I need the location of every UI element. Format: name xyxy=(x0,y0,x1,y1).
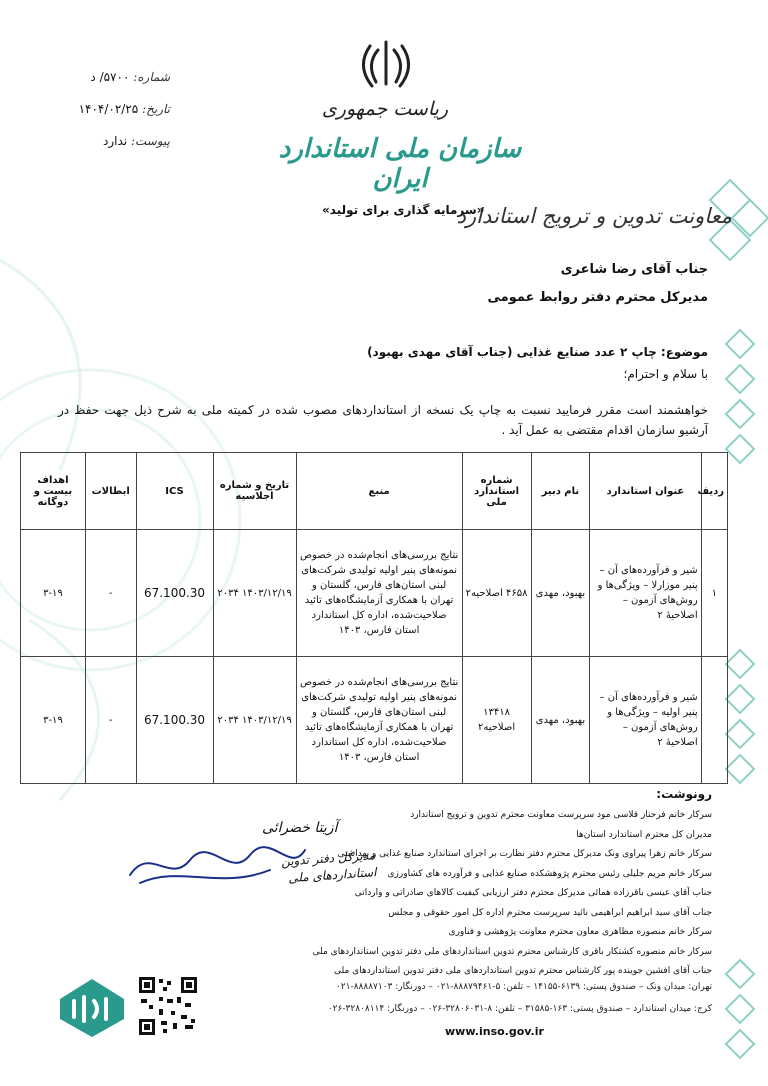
cell-session: ۱۴۰۳/۱۲/۱۹ ۲۰۳۴ xyxy=(213,657,296,784)
cell-session: ۱۴۰۳/۱۲/۱۹ ۲۰۳۴ xyxy=(213,530,296,657)
inso-logo-icon xyxy=(56,975,128,1041)
cc-item: جناب آقای افشین جوینده پور کارشناس محترم تدوین استانداردهای ملی دفتر تدوین استانداردهای ملی xyxy=(334,966,712,976)
qr-code-icon xyxy=(137,975,199,1037)
organization-name: سازمان ملی استاندارد ایران xyxy=(278,134,522,194)
col-header-number: شماره استاندارد ملی xyxy=(462,453,531,530)
cc-item: سرکار خانم منصوره مظاهری معاون محترم معاونت پژوهشی و فناوری xyxy=(448,927,712,937)
address-tehran: تهران: میدان ونک – صندوق پستی: ۶۱۳۹-۱۴۱۵۵ – تلفن: ۵-۸۸۸۷۹۴۶۱-۰۲۱ – دورنگار: ۸۸۸۸۷۱۰۳-۰۲۱ xyxy=(335,982,712,992)
col-header-ics: ICS xyxy=(136,453,213,530)
col-header-revoked: ابطالات xyxy=(85,453,136,530)
cc-item: سرکار خانم زهرا پیراوی ونک مدیرکل محترم دفتر نظارت بر اجرای استاندارد صنایع غذایی و بهداشتی xyxy=(337,849,712,859)
recipient-title: مدیرکل محترم دفتر روابط عمومی xyxy=(487,290,708,305)
department-title: معاونت تدوین و ترویج استاندارد xyxy=(456,204,732,228)
col-header-session: تاریخ و شماره اجلاسیه xyxy=(213,453,296,530)
standards-table xyxy=(20,452,728,784)
table-row xyxy=(21,657,728,784)
presidency-title: ریاست جمهوری xyxy=(321,98,449,120)
cc-item: مدیران کل محترم استاندارد استان‌ها xyxy=(576,829,712,840)
cell-title: شیر و فرآورده‌های آن – پنیر اولیه – ویژگی‌ها و روش‌های آزمون – اصلاحیهٔ ۲ xyxy=(590,657,701,784)
cell-secretary: بهبود، مهدی xyxy=(531,657,590,784)
col-header-secretary: نام دبیر xyxy=(531,453,590,530)
cc-title: رونوشت: xyxy=(656,787,712,801)
year-slogan: «سرمایه گذاری برای تولید» xyxy=(322,203,485,217)
iran-emblem-icon xyxy=(358,38,414,90)
table-header-row xyxy=(21,453,728,530)
cell-revoked: - xyxy=(85,657,136,784)
website-link[interactable]: www.inso.gov.ir xyxy=(445,1025,544,1038)
signer-name: آزیتا خضرائی xyxy=(262,820,338,836)
signer-title: مدیرکل دفتر تدوین استانداردهای ملی xyxy=(280,848,377,886)
address-karaj: کرج: میدان استاندارد – صندوق پستی: ۱۶۳-۳۱۵۸۵ – تلفن: ۸-۳۲۸۰۶۰۳۱-۰۲۶ – دورنگار: ۳۲۸۰۸۱۱۴-۰۲۶ xyxy=(327,1004,712,1014)
cc-item: جناب آقای سید ابراهیم ابراهیمی نائید سرپرست محترم اداره کل امور حقوقی و مجلس xyxy=(388,907,712,918)
col-header-title: عنوان استاندارد xyxy=(590,453,701,530)
cell-revoked: - xyxy=(85,530,136,657)
cc-list xyxy=(282,806,712,982)
letter-attachment: پیوست: ندارد xyxy=(103,134,170,148)
table-row xyxy=(21,530,728,657)
cell-source: نتایج بررسی‌های انجام‌شده در خصوص نمونه‌های پنیر اولیه تولیدی شرکت‌های لبنی استان‌های فارس، گلستان و تهران با همکاری آزمایشگاه‌های تائید صلاحیت‌شده، اداره کل استاندارد استان فارس، ۱۴۰۳ xyxy=(296,530,462,657)
letter-body: خواهشمند است مقرر فرمایید نسبت به چاپ یک نسخه از استانداردهای مصوب شده در کمیته ملی به شرح ذیل جهت حفظ در آرشیو سازمان اقدام مقتضی به عمل آید . xyxy=(58,403,708,437)
letter-number: شماره: ۵۷۰۰/ د xyxy=(90,70,170,84)
cell-number: ۱۳۴۱۸ اصلاحیه۲ xyxy=(462,657,531,784)
greeting: با سلام و احترام؛ xyxy=(623,367,708,381)
cell-title: شیر و فرآورده‌های آن – پنیر موزارلا – ویژگی‌ها و روش‌های آزمون – اصلاحیهٔ ۲ xyxy=(590,530,701,657)
col-header-source: منبع xyxy=(296,453,462,530)
col-header-index: ردیف xyxy=(701,453,727,530)
cc-item: سرکار خانم منصوره کشتکار باقری کارشناس محترم تدوین استانداردهای ملی دفتر تدوین استانداردهای ملی xyxy=(312,946,712,957)
cell-goals: ۳-۱۹ xyxy=(21,657,86,784)
cc-item: سرکار خانم فرحناز قلاسی مود سرپرست معاونت محترم تدوین و ترویج استاندارد xyxy=(410,810,712,820)
cell-index xyxy=(701,657,727,784)
col-header-goals: اهداف بیست و دوگانه xyxy=(21,453,86,530)
cell-ics: 67.100.30 xyxy=(136,530,213,657)
letter-subject: موضوع: چاپ ۲ عدد صنایع غذایی (جناب آقای مهدی بهبود) xyxy=(367,345,708,359)
letter-date: تاریخ: ۱۴۰۴/۰۲/۲۵ xyxy=(78,102,170,116)
cc-item: جناب آقای عیسی باقرزاده همائی مدیرکل محترم دفتر ارزیابی کیفیت کالاهای صادراتی و وارداتی xyxy=(354,888,712,898)
cell-ics: 67.100.30 xyxy=(136,657,213,784)
cell-goals: ۳-۱۹ xyxy=(21,530,86,657)
handwritten-signature-icon xyxy=(120,835,310,895)
cell-index: ۱ xyxy=(701,530,727,657)
cell-source: نتایج بررسی‌های انجام‌شده در خصوص نمونه‌های پنیر اولیه تولیدی شرکت‌های لبنی استان‌های فارس، گلستان و تهران با همکاری آزمایشگاه‌های تائید صلاحیت‌شده، اداره کل استاندارد استان فارس، ۱۴۰۳ xyxy=(296,657,462,784)
recipient-name: جناب آقای رضا شاعری xyxy=(560,262,708,277)
cell-number: ۴۶۵۸ اصلاحیه۲ xyxy=(462,530,531,657)
cell-secretary: بهبود، مهدی xyxy=(531,530,590,657)
cc-item: سرکار خانم مریم جلیلی رئیس محترم پژوهشکده صنایع غذایی و فرآورده های کشاورزی xyxy=(387,868,712,879)
